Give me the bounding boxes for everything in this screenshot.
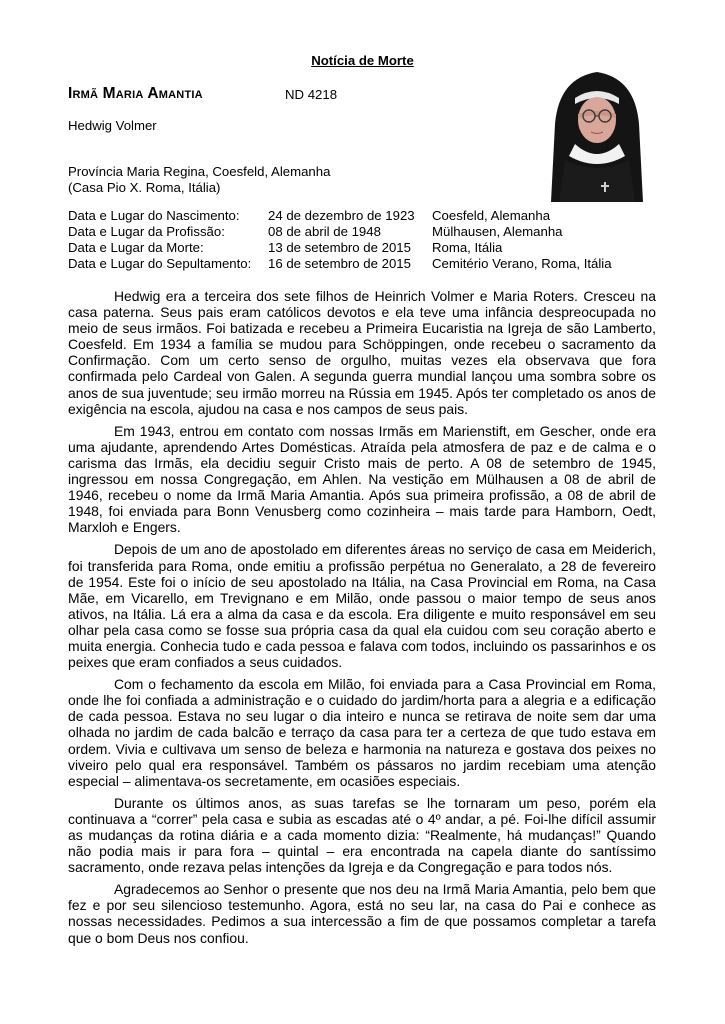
fact-date: 24 de dezembro de 1923 [268, 208, 415, 223]
facts-table [68, 208, 612, 272]
province-block [68, 164, 330, 196]
sister-name: Irmã Maria Amantia [68, 85, 203, 102]
province-line: Província Maria Regina, Coesfeld, Alemanha [68, 164, 331, 179]
obituary-body [68, 288, 656, 952]
fact-place: Roma, Itália [432, 240, 503, 255]
fact-place: Mülhausen, Alemanha [432, 224, 563, 239]
paragraph: Em 1943, entrou em contato com nossas Irmãs em Marienstift, em Gescher, onde era uma ajudante, aprendendo Artes Domésticas. Atraída pela atmosfera de paz e de calma e o carisma das Irmãs, ela decidiu seguir Cristo mais de perto. A 08 de setembro de 1945, ingressou em nossa Congregação, em Ahlen. Na vestição em Mülhausen a 08 de abril de 1946, recebeu o nome da Irmã Maria Amantia. Após sua primeira profissão, a 08 de abril de 1948, foi enviada para Bonn Venusberg como cozinheira – mais tarde para Hamborn, Oedt, Marxloh e Engers. [68, 422, 656, 536]
paragraph: Durante os últimos anos, as suas tarefas se lhe tornaram um peso, porém ela continuava a “correr” pela casa e subia as escadas até o 4º andar, a pé. Foi-lhe difícil assumir as mudanças da rotina diária e a cada momento dizia: “Realmente, há mudanças!” Quando não podia mais ir para fora – quintal – era encontrada na capela diante do santíssimo sacramento, onde rezava pelas intenções da Igreja e da Congregação e para todos nós. [68, 794, 656, 876]
fact-place: Cemitério Verano, Roma, Itália [432, 256, 612, 271]
portrait-photo [545, 64, 648, 202]
fact-date: 13 de setembro de 2015 [268, 240, 411, 255]
fact-place: Coesfeld, Alemanha [432, 208, 551, 223]
paragraph: Depois de um ano de apostolado em diferentes áreas no serviço de casa em Meiderich, foi transferida para Roma, onde emitiu a profissão perpétua no Generalato, a 28 de fevereiro de 1954. Este foi o início de seu apostolado na Itália, na Casa Provincial em Roma, na Casa Mãe, em Vicarello, em Trevignano e em Milão, onde passou o maior tempo de seus anos ativos, na Itália. Lá era a alma da casa e da escola. Era diligente e muito responsável em seu olhar pela casa como se fosse sua própria casa da qual ela cuidou com seu coração aberto e muita energia. Conhecia tudo e cada pessoa e falava com todos, incluindo os passarinhos e os peixes que eram confiados a seus cuidados. [68, 541, 656, 671]
sister-name-line [68, 85, 203, 103]
paragraph: Hedwig era a terceira dos sete filhos de Heinrich Volmer e Maria Roters. Cresceu na casa paterna. Seus pais eram católicos devotos e ela teve uma infância despreocupada no meio de seus irmãos. Foi batizada e recebeu a Primeira Eucaristia na Igreja de são Lamberto, Coesfeld. Em 1934 a família se mudou para Schöppingen, onde recebeu o sacramento da Confirmação. Com um certo senso de orgulho, muitas vezes ela observava que fora confirmada pelo Cardeal von Galen. A segunda guerra mundial lançou uma sombra sobre os anos de sua juventude; seu irmão morreu na Rússia em 1945. Após ter completado os anos de exigência na escola, ajudou na casa e nos campos de seus pais. [68, 288, 656, 417]
fact-date: 16 de setembro de 2015 [268, 256, 411, 271]
fact-row-profession [68, 224, 612, 240]
community-line: (Casa Pio X. Roma, Itália) [68, 180, 221, 195]
paragraph: Com o fechamento da escola em Milão, foi enviada para a Casa Provincial em Roma, onde lhe foi confiada a administração e o cuidado do jardim/horta para a alegria e a edificação de cada pessoa. Estava no seu lugar o dia inteiro e nunca se retirava de noite sem dar uma olhada no jardim de cada balcão e terraço da casa para ter a certeza de que tudo estava em ordem. Vivia e cultivava um senso de beleza e harmonia na natureza e gostava dos peixes no viveiro pelo qual era responsável. Também os pássaros no jardim recebiam uma atenção especial – alimentava-os secretamente, em ocasiões especiais. [68, 676, 656, 789]
birth-name: Hedwig Volmer [68, 118, 157, 133]
fact-label: Data e Lugar do Nascimento: [68, 208, 240, 223]
document-title: Notícia de Morte [311, 53, 414, 68]
fact-label: Data e Lugar do Sepultamento: [68, 256, 252, 271]
fact-date: 08 de abril de 1948 [268, 224, 381, 239]
nd-number: ND 4218 [285, 87, 338, 102]
fact-row-birth [68, 208, 612, 224]
fact-row-burial [68, 256, 612, 272]
fact-label: Data e Lugar da Profissão: [68, 224, 225, 239]
paragraph: Agradecemos ao Senhor o presente que nos deu na Irmã Maria Amantia, pelo bem que fez e por seu silencioso testemunho. Agora, está no seu lar, na casa do Pai e conhece as nossas necessidades. Pedimos a sua intercessão a fim de que possamos completar a tarefa que o bom Deus nos confiou. [68, 881, 656, 946]
fact-label: Data e Lugar da Morte: [68, 240, 204, 255]
fact-row-death [68, 240, 612, 256]
